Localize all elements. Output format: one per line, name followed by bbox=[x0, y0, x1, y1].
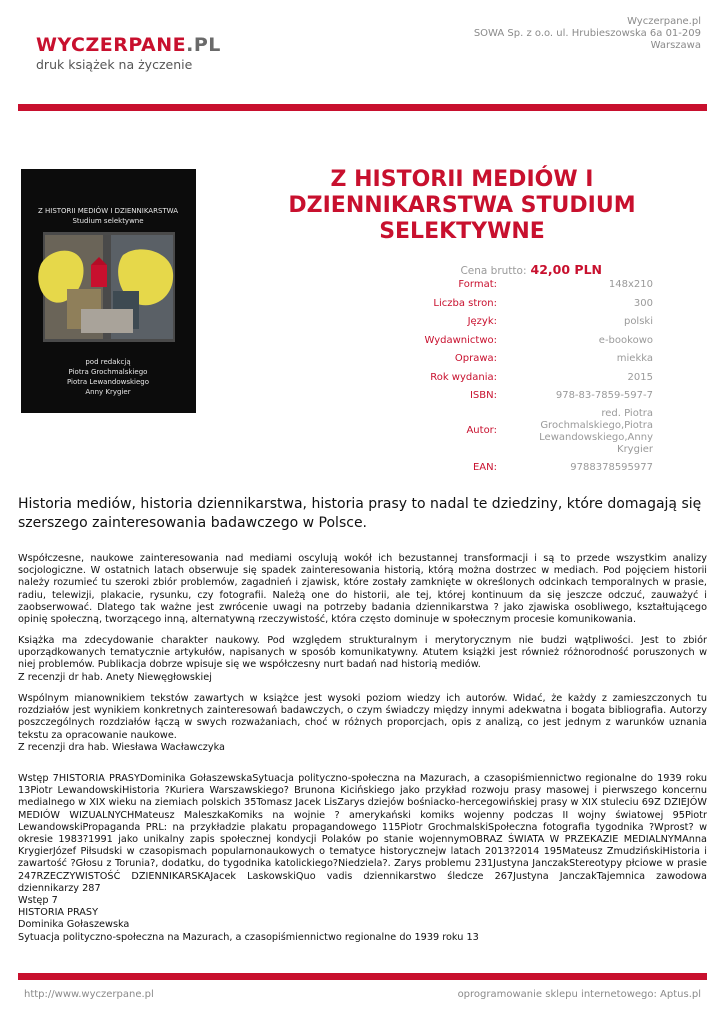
spec-label: Autor: bbox=[466, 425, 497, 436]
review-citation-2: Z recenzji dra hab. Wiesława Wacławczyka bbox=[18, 741, 225, 753]
spec-value: 978-83-7859-597-7 bbox=[555, 390, 653, 401]
footer-software-link[interactable]: oprogramowanie sklepu internetowego: Aptus.pl bbox=[457, 989, 701, 1000]
price-label: Cena brutto: bbox=[460, 265, 527, 277]
description-paragraph-1: Współczesne, naukowe zainteresowania nad mediami oscylują wokół ich bezustannej transformacji i są to przede wszystkim analizy socjologiczne. W ostatnich latach obserwuje się spadek zainteresowania historią, którą można dostrzec w mediach. Pod pojęciem historii należy rozumieć tu szeroki zbiór problemów, zagadnień i zjawisk, które zostały zamknięte w określonych odcinkach temporalnych w prasie, radiu, telewizji, plakacie, rysunku, czy fotografii. Należą one do historii, ale tej, której kontinuum da się jeszcze odczuć, zauważyć i zaobserwować. Dlatego tak ważne jest zwrócenie uwagi na potrzeby badania dziennikarstwa ? jako zjawiska osobliwego, kształtującego opinię społeczną, tworzącego inną, alternatywną rzeczywistość, która często dominuje w społecznym procesie komunikowania. bbox=[18, 553, 707, 626]
spec-label: Wydawnictwo: bbox=[424, 335, 497, 346]
spec-value: red. Piotra Grochmalskiego,Piotra Lewandowskiego,Anny Krygier bbox=[539, 408, 653, 455]
price-value: 42,00 PLN bbox=[530, 262, 602, 277]
spec-label: Język: bbox=[467, 316, 497, 327]
spec-value: 2015 bbox=[627, 372, 653, 383]
review-citation-1: Z recenzji dr hab. Anety Niewęgłowskiej bbox=[18, 671, 212, 683]
spec-value: 148x210 bbox=[608, 279, 653, 290]
logo-wordmark: WYCZERPANE.PL bbox=[36, 34, 221, 56]
cover-credit-4: Anny Krygier bbox=[85, 388, 131, 396]
spec-label: Format: bbox=[458, 279, 497, 290]
footer-site-link[interactable]: http://www.wyczerpane.pl bbox=[24, 989, 154, 1000]
spec-label: Rok wydania: bbox=[430, 372, 497, 383]
description-paragraph-3: Wspólnym mianownikiem tekstów zawartych w książce jest wysoki poziom wiedzy ich autorów. Widać, że każdy z zamieszczonych tu rozdziałów jest wynikiem konkretnych zainteresowań badawczych, o czym świadczy między innymi adekwatna i bogata bibliografia. Autorzy poszczególnych rozdziałów łączą w swych rozważaniach, choć w różnych proporcjach, opis z analizą, co jest jednym z warunków uznania tekstu za opracowanie naukowe. Z recenzji dra hab. Wiesława Wacławczyka bbox=[18, 693, 707, 753]
company-city: Warszawa bbox=[650, 40, 701, 51]
spec-label: Oprawa: bbox=[454, 353, 497, 364]
price-row bbox=[262, 262, 602, 277]
footer-divider bbox=[18, 973, 707, 980]
spec-value: e-bookowo bbox=[598, 335, 653, 346]
description-lead: Historia mediów, historia dziennikarstwa, historia prasy to nadal te dziedziny, które domagają się szerszego zainteresowania badawczego w Polsce. bbox=[18, 496, 702, 531]
spec-value: miekka bbox=[616, 353, 653, 364]
cover-subtitle: Studium selektywne bbox=[72, 217, 144, 225]
toc-line: Dominika Gołaszewska bbox=[18, 919, 130, 931]
site-logo[interactable] bbox=[36, 34, 221, 72]
spec-label: ISBN: bbox=[469, 390, 497, 401]
cover-credit-1: pod redakcją bbox=[85, 358, 131, 366]
cover-credit-3: Piotra Lewandowskiego bbox=[66, 378, 150, 386]
toc-line: HISTORIA PRASY bbox=[18, 907, 99, 919]
book-cover-image bbox=[21, 169, 196, 413]
cover-credit-2: Piotra Grochmalskiego bbox=[68, 368, 148, 376]
company-name: Wyczerpane.pl bbox=[627, 16, 701, 27]
description-paragraph-2: Książka ma zdecydowanie charakter naukowy. Pod względem strukturalnym i merytorycznym nie budzi wątpliwości. Jest to zbiór uporządkowanych tematycznie artykułów, napisanych w sposób komunikatywny. Atutem książki jest również różnorodność poruszonych w niej problemów. Publikacja dobrze wpisuje się we współczesny nurt badań nad historią mediów. Z recenzji dr hab. Anety Niewęgłowskiej bbox=[18, 635, 707, 683]
table-of-contents: Wstęp 7HISTORIA PRASYDominika GołaszewskaSytuacja polityczno-społeczna na Mazurach, a czasopiśmiennictwo regionalne do 1939 roku 13Piotr LewandowskiHistoria ?Kuriera Warszawskiego? Brunona Kicińskiego jako przykład rozwoju prasy masowej i pierwszego koncernu medialnego w XIX wieku na ziemiach polskich 35Tomasz Jacek LisZarys dziejów bośniacko-hercegowińskiej prasy w XIX stuleciu 69Z DZIEJÓW MEDIÓW WIZUALNYCHMateusz MaleszkaKomiks na wojnie ? amerykański komiks wojenny podczas II wojny światowej 95Piotr LewandowskiPropaganda PRL: na przykładzie plakatu propagandowego 115Piotr GrochmalskiSpołeczna fotografia tygodnika ?Wprost? w okresie 1983?1991 jako unikalny zapis społecznej kondycji Polaków po stanie wojennymOBRAZ ŚWIATA W PRZEKAZIE MEDIALNYMAnna KrygierJózef Piłsudski w czasopismach popularnonaukowych o tematyce historycznejw latach 2013?2014 195Mateusz ZmudzińskiHistoria i zawartość ?Głosu z Torunia?, dodatku, do tygodnika katolickiego?Niedziela?. Zarys problemu 231Justyna JanczakStereotypy płciowe w prasie 247RZECZYWISTOŚĆ DZIENNIKARSKAJacek LaskowskiQuo vadis dziennikarstwo śledcze 267Justyna JanczakTajemnica zawodowa dziennikarzy 287 Wstęp 7 HISTORIA PRASY Dominika Gołaszewska Sytuacja polityczno-społeczna na Mazurach, a czasopiśmiennictwo regionalne do 1939 roku 13 bbox=[18, 773, 707, 943]
cover-title: Z HISTORII MEDIÓW I DZIENNIKARSTWA bbox=[37, 207, 179, 215]
company-info bbox=[474, 16, 701, 52]
logo-tagline: druk książek na życzenie bbox=[36, 57, 193, 72]
book-title: Z HISTORII MEDIÓW I DZIENNIKARSTWA STUDIUM SELEKTYWNE bbox=[288, 167, 636, 244]
toc-line: Sytuacja polityczno-społeczna na Mazurach, a czasopiśmiennictwo regionalne do 1939 roku 13 bbox=[18, 931, 479, 943]
spec-row-author bbox=[340, 408, 657, 456]
header-divider bbox=[18, 104, 707, 111]
spec-label: Liczba stron: bbox=[433, 298, 497, 309]
toc-line: Wstęp 7 bbox=[18, 895, 58, 907]
spec-value: 300 bbox=[633, 298, 653, 309]
spec-value: polski bbox=[623, 316, 653, 327]
spec-value: 9788378595977 bbox=[570, 462, 653, 473]
spec-label: EAN: bbox=[472, 462, 497, 473]
company-address: SOWA Sp. z o.o. ul. Hrubieszowska 6a 01-209 bbox=[473, 28, 701, 39]
